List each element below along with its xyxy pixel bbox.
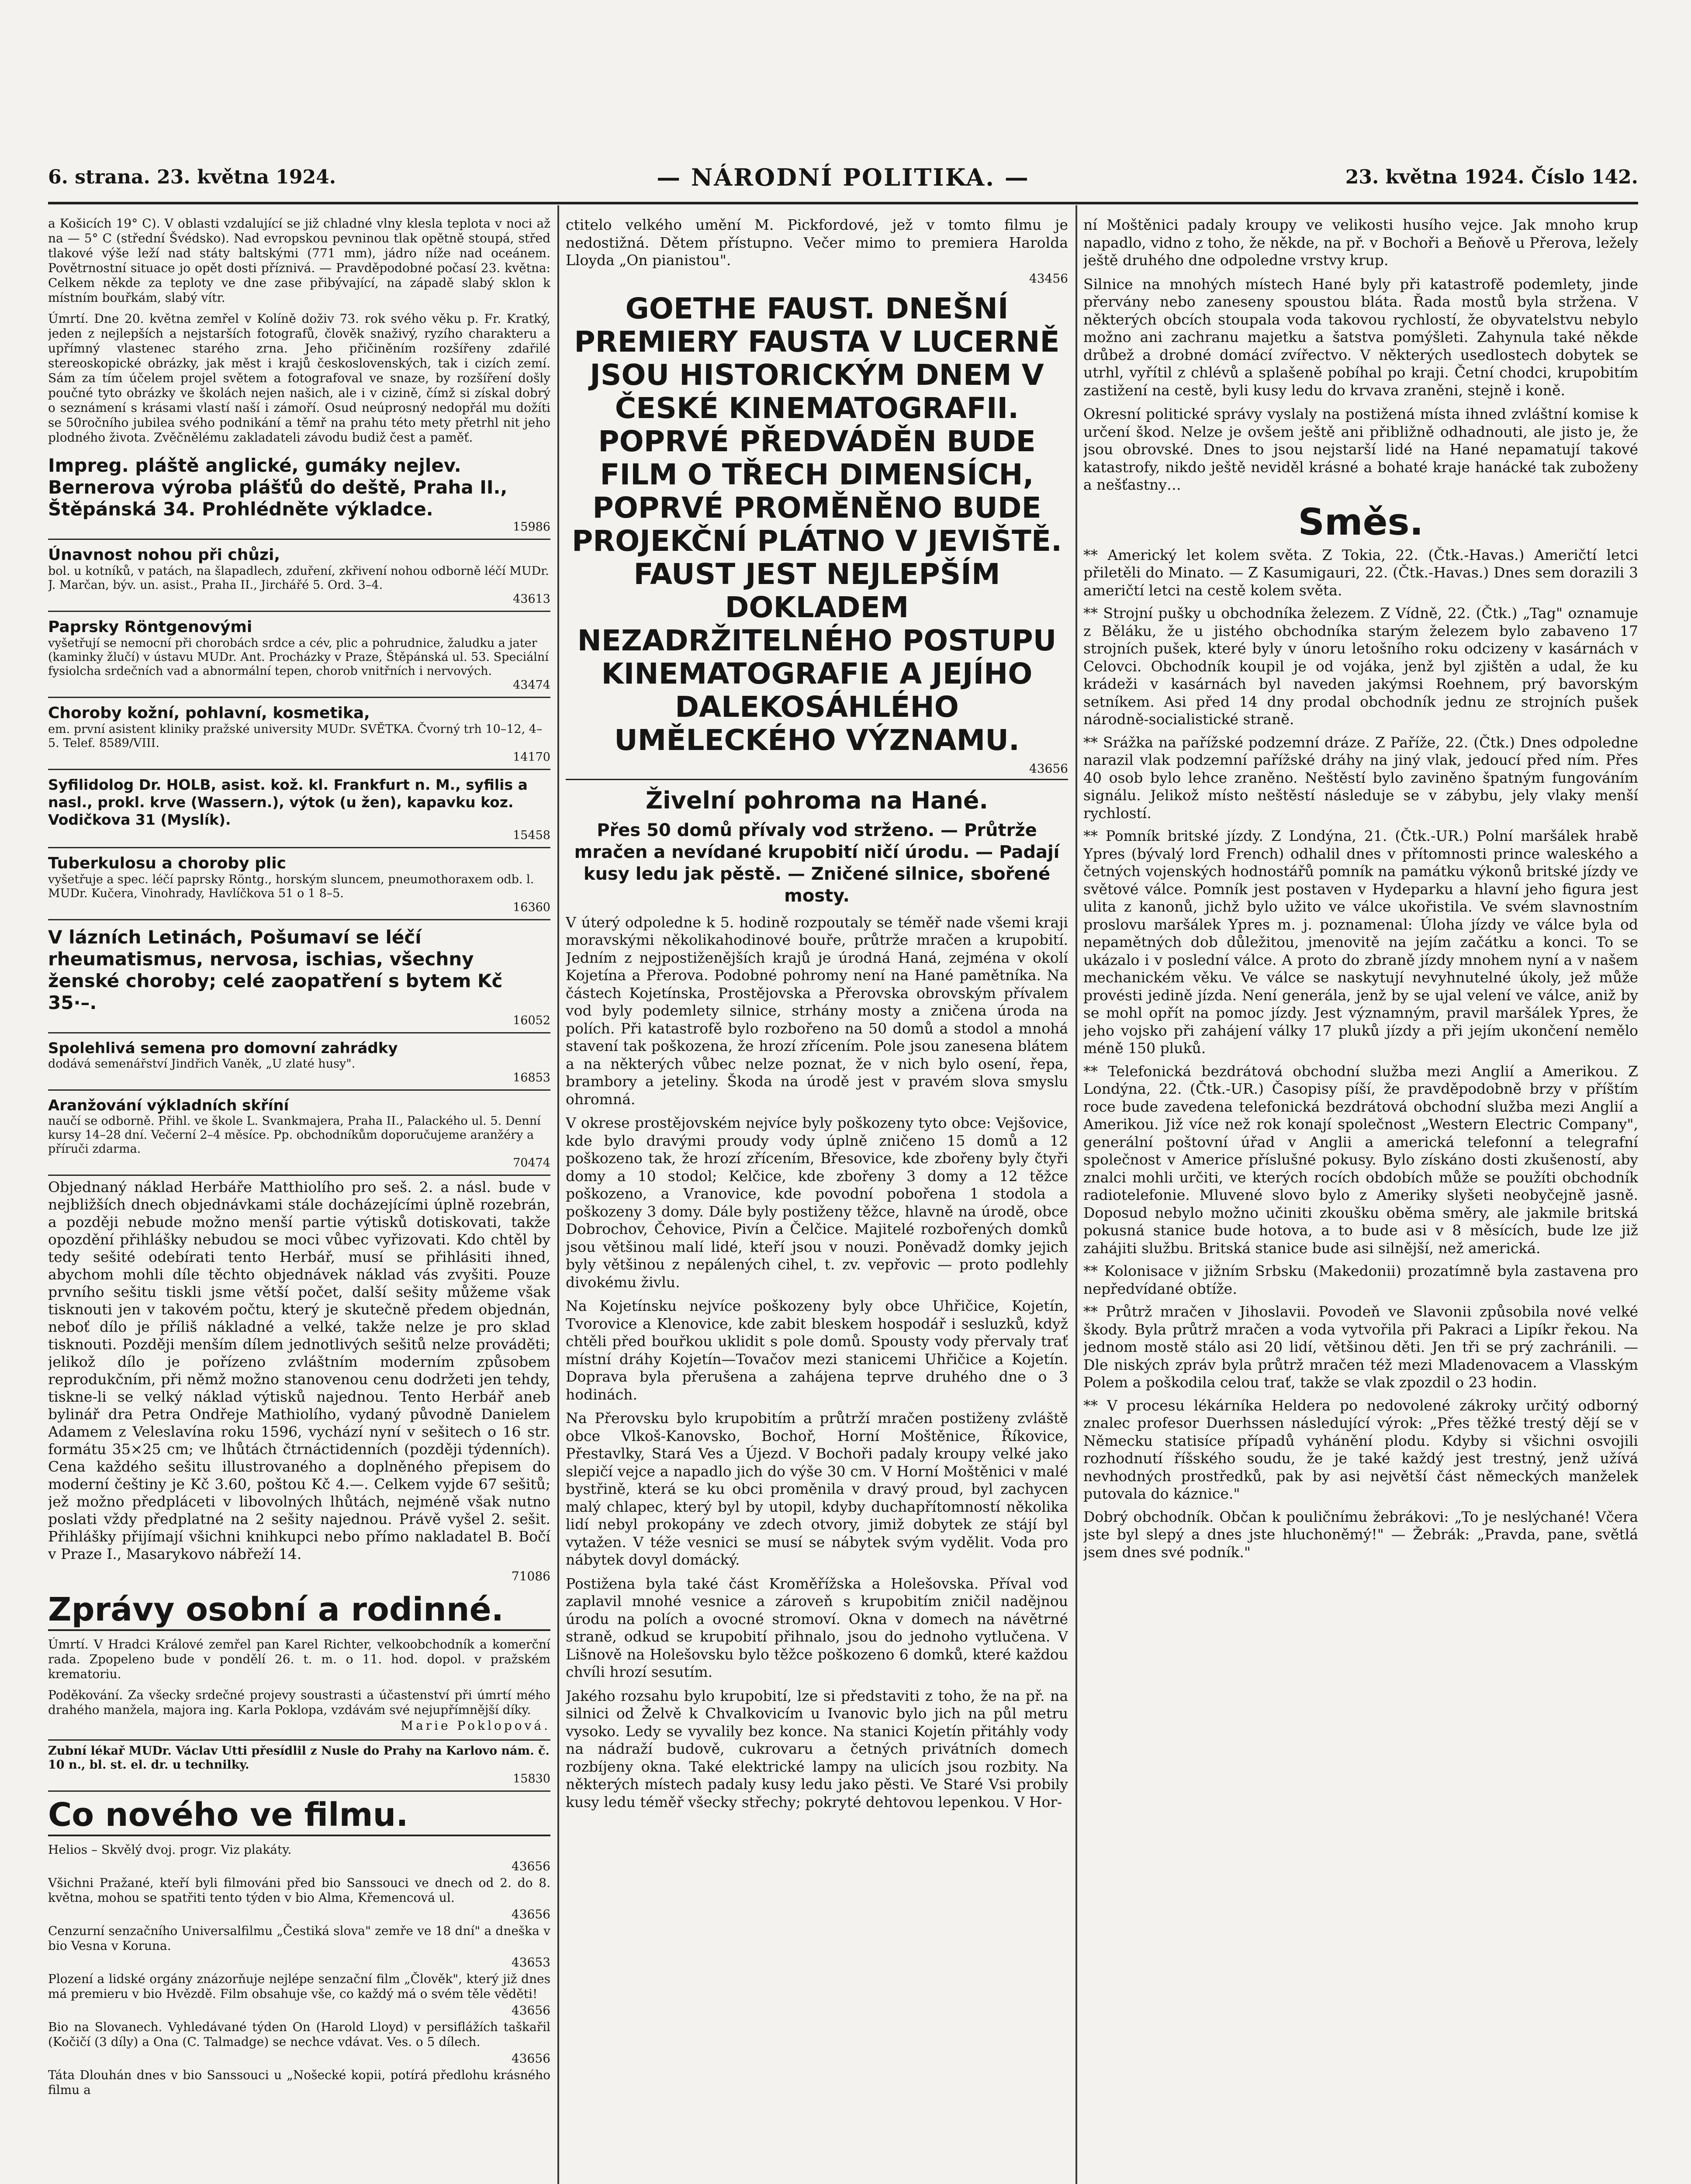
- article-paragraph: Na Přerovsku bylo krupobitím a průtrží mračen postiženy zvláště obce Vlkoš-Kanovsko, Bochoř, Horní Moštěnice, Říkovice, Přestavlky, Stará Ves a Újezd. V Bochoři padaly kroupy velké jako slepičí vejce a napadlo jich do výše 30 cm. V Horní Moštěnici v malé bystřině, která se ku obci proměnila v dravý proud, byl zachycen malý chlapec, který byl by utopil, kdyby duchapřítomností několika lidí nebyl prokopány ve zdech otvory, jimiž dobytek ze stájí byl vytažen. V téže vesnici se musí se nábytek svým vydělit. Voda pro nábytek dovyl domácký.: [566, 1410, 1068, 1568]
- herbar-notice: Objednaný náklad Herbáře Matthiolího pro seš. 2. a násl. bude v nejbližších dnech objednávkami stále docházejícími úplně rozebrán, a později nebude možno menší partie výtisků dotiskovati, takže opozdění přihlášky nebudou se moci vůbec vyřizovati. Kdo chtěl by tedy sešité odebírati tento Herbář, musí se přihlásiti ihned, abychom mohli díle těchto objednávek náklad vás zvyšiti. Pouze prvního sešitu tiskli jsme větší počet, další sešity můžeme však tisknouti jen v takovém počtu, který je skutečně předem objednán, neboť dílo je příliš nákladné a velké, takže nelze je pro sklad tisknouti. Později menším dílem jednotlivých sešitů nelze prováděti; jelikož dílo je pořízeno zvláštním moderním způsobem reprodukčním, při němž možno stanovenou cenu dodržeti jen tehdy, tiskne-li se velký náklad výtisků najednou. Tento Herbář aneb bylinář dra Petra Ondřeje Mathiolího, vydaný původně Danielem Adamem z Veleslavína roku 1596, vychází nyní v sešitech o 16 str. formátu 35×25 cm; ve lhůtách čtrnáctidenních (později týdenních). Cena každého sešitu illustrovaného a doplněného přepisem do moderní češtiny je Kč 3.60, poštou Kč 4.—. Celkem vyjde 67 sešitů; jež možno předpláceti v libovolných lhůtách, nejméně však nutno poslati vždy předplatné na 2 sešity najednou. Právě vyšel 2. sešit. Přihlášky přijímají všichni knihkupci nebo přímo nakladatel B. Bočí v Praze I., Masarykovo nábřeží 14.: [48, 1178, 550, 1562]
- ad-headline: Impreg. pláště anglické, gumáky nejlev. Bernerova výroba plášťů do deště, Praha II., Štěpánská 34. Prohlédněte výkladce.: [48, 455, 508, 520]
- ad-number: 70474: [513, 1156, 550, 1170]
- header-rule: [48, 202, 1638, 204]
- article-paragraph: Postižena byla také část Kroměřížska a Holešovska. Příval vod zaplavil mnohé vesnice a zároveň s krupobitím zničil nadějnou úrodu na polích a ovocné stromoví. Okna v domech na návětrné straně, odkud se krupobití přihnalo, jsou do jednoho vytlučena. V Lišnově na Holešovsku bylo těžce poškozeno 6 domků, které každou chvíli hrozí sesutím.: [566, 1575, 1068, 1680]
- ad-number: 16853: [513, 1071, 550, 1085]
- news-item: ** Americký let kolem světa. Z Tokia, 22. (Čtk.-Havas.) Američtí letci přiletěli do Minato. — Z Kasumigauri, 22. (Čtk.-Havas.) Dnes sem dorazili 3 američtí letci na cestě kolem světa.: [1083, 546, 1638, 599]
- ad-body: bol. u kotníků, v patách, na šlapadlech, zduření, zkřivení nohou odborně léčí MUDr. J. Marčan, býv. un. asist., Praha II., Jirchářé 5. Ord. 3–4.: [48, 564, 549, 592]
- film-item: Helios – Skvělý dvoj. progr. Viz plakáty.: [48, 1842, 292, 1857]
- ad-roentgen: [48, 615, 550, 698]
- ad-headline: Paprsky Röntgenovými: [48, 618, 252, 636]
- ad-body: dodává semenářství Jindřich Vaněk, „U zlaté husy".: [48, 1057, 356, 1071]
- weather-report: a Košicích 19° C). V oblasti vzdalující se již chladné vlny klesla teplota v noci až na — 5° C (střední Švédsko). Nad evropskou pevninou tlak opětně stoupá, střed tlakové výše leží nad státy baltskými (771 mm), jádro níže nad oceánem. Povětrnostní situace jo opět dosti příznivá. — Pravděpodobné počasí 23. května: Celkem někde za teploty ve dne zase přibývající, na západě slabý sklon k místním bouřkám, slabý vítr.: [48, 216, 550, 305]
- thanks-signature: Marie Poklopová.: [401, 1718, 550, 1733]
- news-item: ** Strojní pušky u obchodníka železem. Z Vídně, 22. (Čtk.) „Tag" oznamuje z Běláku, že u jistého obchodníka starým železem bylo zabaveno 17 strojních pušek, které byly v únoru letošního roku odcizeny v kasárnách v Celovci. Obchodník koupil je od vojáka, jenž byl zjištěn a udal, že ku krádeži v kasárnách byl naveden jakýmsi Roehnem, prý bavorským setníkem. Asi před 14 dny prodal obchodník jednu ze strojních pušek národně-socialistické straně.: [1083, 605, 1638, 728]
- ad-number: 43613: [513, 592, 550, 606]
- ad-number: 15830: [513, 1772, 550, 1786]
- ad-feet: [48, 543, 550, 612]
- article-paragraph: Na Kojetínsku nejvíce poškozeny byly obce Uhřičice, Kojetín, Tvorovice a Klenovice, kde zabit bleskem hospodář i sesluzků, když chtěli před bouřkou uklidit s pole domů. Spousty vody přervaly trať místní dráhy Kojetín—Tovačov mezi stanicemi Uhřičice a Kojetín. Doprava byla přerušena a zahájena teprve druhého dne o 3 hodinách.: [566, 1297, 1068, 1403]
- column-1: [48, 216, 550, 2184]
- thanks-notice: Poděkování. Za všecky srdečné projevy soustrasti a účastenství při úmrtí mého drahého manžela, majora ing. Karla Poklopa, vzdávám své nejupřímnější díky.: [48, 1688, 550, 1717]
- ad-seeds: [48, 1036, 550, 1091]
- ad-number: 14170: [513, 750, 550, 764]
- film-continuation-number: 43456: [1029, 271, 1068, 286]
- article-headline: Živelní pohroma na Hané.: [645, 786, 989, 814]
- film-item-number: 43653: [511, 1955, 550, 1970]
- ad-skin: [48, 701, 550, 770]
- ad-spa-letiny: [48, 923, 550, 1033]
- ad-headline: Syfilidolog Dr. HOLB, asist. kož. kl. Frankfurt n. M., syfilis a nasl., prokl. krve (Wassern.), výtok (u žen), kapavku koz. Vodičkova 31 (Myslík).: [48, 776, 528, 828]
- ad-number: 15986: [513, 520, 550, 534]
- ad-dentist: [48, 1739, 550, 1792]
- ad-number: 43474: [513, 678, 550, 692]
- faust-number: 43656: [566, 761, 1068, 780]
- news-item: Dobrý obchodník. Občan k pouličnímu žebrákovi: „To je neslýchané! Včera jste byl slepý a dnes jste hluchoněmý!" — Žebrák: „Pravda, pane, světlá jsem dnes své podník.": [1083, 1508, 1638, 1561]
- news-item: ** Pomník britské jízdy. Z Londýna, 21. (Čtk.-UR.) Polní maršálek hrabě Ypres (bývalý lord French) odhalil dnes v přítomnosti prince waleského a četných vojenských hodnostářů pomník na památku výkonů britské jízdy ve světové válce. Pomník jest postaven v Hydeparku a hlavní jeho figura jest ulita z kanonů, jichž bylo užito ve válce ukořistila. Ve svém slavnostním proslovu maršálek Ypres m. j. poznamenal: Úloha jízdy ve válce byla od nepamětných dob důležitou, jmenovitě na jejím začátku a konci. To se ukázalo i v poslední válce. A proto do zbraně jízdy mnohem nyní a v našem mechanickém věku. Ve válce se naskytují nevyhnutelné úkoly, jež může provésti jedině jízda. Není generála, jenž by se ujal velení ve válce, aniž by se mohl opřít na pomoc jízdy. Jest významným, pravil maršálek Ypres, že jeho vojsko při zahájení války 17 pluků jízdy a při jejím ukončení nemělo méně 150 pluků.: [1083, 827, 1638, 1057]
- herbar-number: 71086: [511, 1569, 550, 1583]
- film-item: Táta Dlouhán dnes v bio Sanssouci u „Nošecké kopii, potírá předlohu krásného filmu a: [48, 2068, 550, 2097]
- film-item: Bio na Slovanech. Vyhledávané týden On (Harold Lloyd) v persiflážích taškařil (Kočičí (3 díly) a Ona (C. Talmadge) se nechce vdávat. Ves. o 5 dílech.: [48, 2020, 550, 2049]
- ad-headline: V lázních Letinách, Pošumaví se léčí rheumatismus, nervosa, ischias, všechny ženské choroby; celé zaopatření s bytem Kč 35·–.: [48, 926, 503, 1013]
- ad-headline: Aranžování výkladních skříní: [48, 1097, 289, 1114]
- article-subheadline: Přes 50 domů přívaly vod strženo. — Průtrže mračen a nevídané krupobití ničí úrodu. — Padají kusy ledu jak pěstě. — Zničené silnice, sbořené mosty.: [574, 820, 1060, 906]
- ad-body: vyšetřují se nemocní při chorobách srdce a cév, plic a pohrudnice, žaludku a jater (kaminky žlučí) v ústavu MUDr. Ant. Procházky v Praze, Štěpánská ul. 53. Speciální fysiolcha srdečních vad a abnormální tepen, chorob vnitřních i nervových.: [48, 636, 549, 678]
- news-item: ** Kolonisace v jižním Srbsku (Makedonii) prozatímně byla zastavena pro nepředvídané obtíže.: [1083, 1262, 1638, 1297]
- article-paragraph: Okresní politické správy vyslaly na postižená místa ihned zvláštní komise k určení škod. Nelze je ovšem ještě ani přibližně odhadnouti, ale jisto je, že jsou obrovské. Dnes to jsou nejstarší lidé na Hané nepamatují takové katastrofy, nikdo ještě neviděl krásné a bohaté kraje hanácké tak zuboženy a nešťastny…: [1083, 405, 1638, 493]
- film-item-number: 43656: [511, 2051, 550, 2066]
- ad-body: em. první asistent kliniky pražské university MUDr. SVĚTKA. Čvorný trh 10–12, 4–5. Telef. 8589/VIII.: [48, 722, 543, 750]
- ad-body: Zubní lékař MUDr. Václav Utti přesídlil z Nusle do Prahy na Karlovo nám. č. 10 n., bl. st. el. dr. u technilky.: [48, 1744, 550, 1772]
- news-item: ** Srážka na pařížské podzemní dráze. Z Paříže, 22. (Čtk.) Dnes odpoledne narazil vlak podzemní pařížské dráhy na jiný vlak, jedoucí před ním. Přes 40 osob bylo lehce zraněno. Neštěstí bylo zaviněno špatným fungováním signálu. Jelikož místo neštěstí následuje se v zábybu, jely vlaky menší rychlostí.: [1083, 733, 1638, 822]
- column-divider-1: [557, 205, 559, 2184]
- ad-number: 15458: [513, 829, 550, 842]
- obituary-kratky: Úmrtí. Dne 20. května zemřel v Kolíně doživ 73. rok svého věku p. Fr. Kratký, jeden z nejlepších a nejstarších fotografů, člověk snaživý, ryzího charakteru a upřímný vlastenec starého zrna. Jeho přičiněním rozšířeny zdařilé stereoskopické obrázky, jak měst i krajů československých, tak i cizích zemí. Sám za tím účelem projel světem a fotografoval ve snaze, by rozšíření došly poučné tyto obrázky ve školách nejen našich, ale i v cizině, čímž si získal dobrý o seznámení s krásami vlastí naší i zámoří. Osud neúprosný nedopřál mu dožíti se 50ročního jubilea svého podnikání a těmř na prahu této mety přetrhl nit jeho plodného života. Zvěčnělému zakladateli závodu budiž čest a paměť.: [48, 311, 550, 445]
- news-item: ** Telefonická bezdrátová obchodní služba mezi Anglií a Amerikou. Z Londýna, 22. (Čtk.-UR.) Časopisy píší, že pravděpodobně brzy v příštím roce bude zavedena telefonická bezdrátová obchodní služba mezi Anglií a Amerikou. Již více než rok konají společnost „Western Electric Company", generální poštovní úřad v Anglii a americká telefonní a telegrafní společnost v Americe příslušné pokusy. Bylo získáno dosti zkušeností, aby znalci mohli určiti, ve kterých rocích obdobích může se použíti obchodník radiotelefonie. Mluvené slovo bylo z Ameriky slyšeti neobyčejně jasně. Doposud nebylo možno učiniti zkoušku oběma směry, ale jakmile britská pokusná stanice bude hotova, a to bude asi v 8 měsících, bude lze již zahájiti službu. Britská stanice bude asi silnější, než americká.: [1083, 1062, 1638, 1257]
- film-item: Všichni Pražané, kteří byli filmováni před bio Sanssouci ve dnech od 2. do 8. května, mohou se spatřiti tento týden v bio Alma, Křemencová ul.: [48, 1876, 550, 1905]
- film-item-number: 43656: [511, 1907, 550, 1921]
- column-divider-2: [1075, 205, 1077, 2184]
- ad-body: vyšetřuje a spec. léčí paprsky Röntg., horským sluncem, pneumothoraxem odb. l. MUDr. Kučera, Vinohrady, Havlíčkova 51 o 1 8–5.: [48, 873, 534, 900]
- ad-number: 16360: [513, 901, 550, 914]
- news-item: ** V procesu lékárníka Heldera po nedovolené zákroky určitý odborný znalec profesor Duerhssen následující výrok: „Přes těžké trestý dějí se v Německu statisíce případů vyhánění plodu. Kdyby si všichni osvojili rozhodnutí říšského soudu, že je také každý jest trestný, jenž užívá nevhodných prostředků, pak by asi největší část německých manželek putovala do káznice.": [1083, 1396, 1638, 1502]
- masthead: — NÁRODNÍ POLITIKA. —: [657, 163, 1030, 191]
- ad-headline: Únavnost nohou při chůzi,: [48, 546, 280, 564]
- newspaper-header: [48, 163, 1638, 200]
- ad-headline: Choroby kožní, pohlavní, kosmetika,: [48, 704, 370, 722]
- film-item: Cenzurní senzačního Universalfilmu „Čestiká slova" zemře ve 18 dní" a dneška v bio Vesna v Koruna.: [48, 1924, 550, 1953]
- ad-raincoats: [48, 451, 550, 540]
- faust-announcement: GOETHE FAUST. DNEŠNÍ PREMIERY FAUSTA V LUCERNĚ JSOU HISTORICKÝM DNEM V ČESKÉ KINEMATOGRAFII. POPRVÉ PŘEDVÁDĚN BUDE FILM O TŘECH DIMENSÍCH, POPRVÉ PROMĚNĚNO BUDE PROJEKČNÍ PLÁTNO V JEVIŠTĚ. FAUST JEST NEJLEPŠÍM DOKLADEM NEZADRŽITELNÉHO POSTUPU KINEMATOGRAFIE A JEJÍHO DALEKOSÁHLÉHO UMĚLECKÉHO VÝZNAMU.: [571, 291, 1062, 757]
- ad-number: 16052: [513, 1014, 550, 1027]
- ad-body: naučí se odborně. Přihl. ve škole L. Svankmajera, Praha II., Palackého ul. 5. Denní kursy 14–28 dní. Večerní 2–4 měsíce. Pp. obchodníkům doporučujeme aranžéry a příruči zdarma.: [48, 1114, 541, 1156]
- page-number-date: 6. strana. 23. května 1924.: [48, 166, 336, 188]
- death-notice: Úmrtí. V Hradci Králové zemřel pan Karel Richter, velkoobchodník a komerční rada. Zpopeleno bude v pondělí 26. t. m. o 11. hod. dopol. v pražském krematoriu.: [48, 1637, 550, 1681]
- section-personal: Zprávy osobní a rodinné.: [48, 1590, 550, 1631]
- section-film: Co nového ve filmu.: [48, 1795, 550, 1836]
- ad-window-dressing: [48, 1093, 550, 1176]
- news-item: ** Průtrž mračen v Jihoslavii. Povodeň ve Slavonii způsobila nové velké škody. Byla průtrž mračen a voda vytvořila při Pakraci a Lipíkr řekou. Na jednom mostě stálo asi 20 lidí, většinou děti. Jen tři se prý zachránili. — Dle niských zpráv byla průtrž mračen též mezi Mladenovacem a Vlasským Polem a poškodila celou trať, takže se vlak zpozdil o 23 hodin.: [1083, 1303, 1638, 1391]
- film-item-number: 43656: [511, 1859, 550, 1873]
- film-item-number: 43656: [511, 2003, 550, 2018]
- ad-headline: Tuberkulosu a choroby plic: [48, 854, 286, 872]
- film-continuation: ctitelo velkého umění M. Pickfordové, jež v tomto filmu je nedostižná. Dětem přístupno. Večer mimo to premiera Harolda Lloyda „On pianistou".: [566, 216, 1068, 269]
- issue-number-date: 23. května 1924. Číslo 142.: [1345, 166, 1638, 188]
- article-paragraph: Silnice na mnohých místech Hané byly při katastrofě podemlety, jinde přervány nebo zaneseny spoustou bláta. Řada mostů byla stržena. V některých obcích stoupala voda takovou rychlostí, že obyvatelstvu nebylo možno ani zachranu majetku a šatstva pomýšleti. Zahynula také někde drůbež a drobné domácí zvířectvo. V některých usedlostech dobytek se utrhl, vyřítil z chlévů a splašeně pobíhal po kraji. Četní chodci, krupobitím zastižení na cestě, byli kusy ledu do krvava zraněni, stejně i koně.: [1083, 275, 1638, 399]
- ad-tuberculosis: [48, 851, 550, 920]
- article-paragraph: Jakého rozsahu bylo krupobití, lze si představiti z toho, že na př. na silnici od Želvě k Chvalkovicím u Ivanovic bylo jich na půl metru vysoko. Ledy se vyvalily bez konce. Na stanici Kojetín přitáhly vody na nádraží budově, cukrovaru a četných privátních domech rozbíjeny okna. Také elektrické lampy na ulicích jsou rozbity. Na některých místech padaly kusy ledu jako pěsti. Ve Staré Vsi probily kusy ledu téměř všecky střechy; pokryté dehtovou lepenkou. V Hor-: [566, 1687, 1068, 1811]
- column-2: [566, 216, 1068, 2184]
- column-3: [1083, 216, 1638, 2184]
- ad-syphilis: [48, 773, 550, 848]
- section-smes: Směs.: [1298, 500, 1424, 543]
- ad-headline: Spolehlivá semena pro domovní zahrádky: [48, 1040, 398, 1057]
- article-paragraph: V okrese prostějovském nejvíce byly poškozeny tyto obce: Vejšovice, kde bylo dravými proudy vody úplně zničeno 15 domů a 12 poškozeno tak, že hrozí zřícením, Břesovice, kde zbořeny byly čtyři domy a 10 stodol; Kelčice, kde zbořeny 3 domy a 12 těžce poškozeno, a Vranovice, kde povodní pobořena 1 stodola a poškozeny 3 domy. Dále byly postiženy těžce, hlavně na úrodě, obce Dobrochov, Čehovice, Pivín a Čelčice. Majitelé rozbořených domků jsou většinou malí lidé, kteří jsou v nouzi. Poněvadž domky jejich byly většinou z nepálených cihel, t. zv. vepřovic — proto podlehly divokému živlu.: [566, 1114, 1068, 1291]
- article-paragraph: ní Moštěnici padaly kroupy ve velikosti husího vejce. Jak mnoho krup napadlo, vidno z toho, že někde, na př. v Bochoři a Beňově u Přerova, ležely ještě druhého dne odpoledne vrstvy krup.: [1083, 216, 1638, 269]
- film-item: Plození a lidské orgány znázorňuje nejlépe senzační film „Člověk", který již dnes má premieru v bio Hvězdě. Film obsahuje vše, co každý má o svém těle věděti!: [48, 1972, 550, 2001]
- article-paragraph: V úterý odpoledne k 5. hodině rozpoutaly se téměř nade všemi kraji moravskými několikahodinové bouře, průtrže mračen a krupobití. Jedním z nejpostiženějších krajů je úrodná Haná, zejména v okolí Kojetína a Přerova. Podobné pohromy není na Hané pamětníka. Na částech Kojetínska, Prostějovska a Přerovska obrovským přívalem vod byly podemlety silnice, strhány mosty a zničena úroda na polích. Při katastrofě bylo rozbořeno na 50 domů a stodol a mnohá stavení tak poškozena, že hrozí zřícením. Pole jsou zanesena blátem a na některých vůbec nelze poznat, že v nich bylo osení, řepa, brambory a jeteliny. Škoda na úrodě jest v pravém slova smyslu ohromná.: [566, 913, 1068, 1108]
